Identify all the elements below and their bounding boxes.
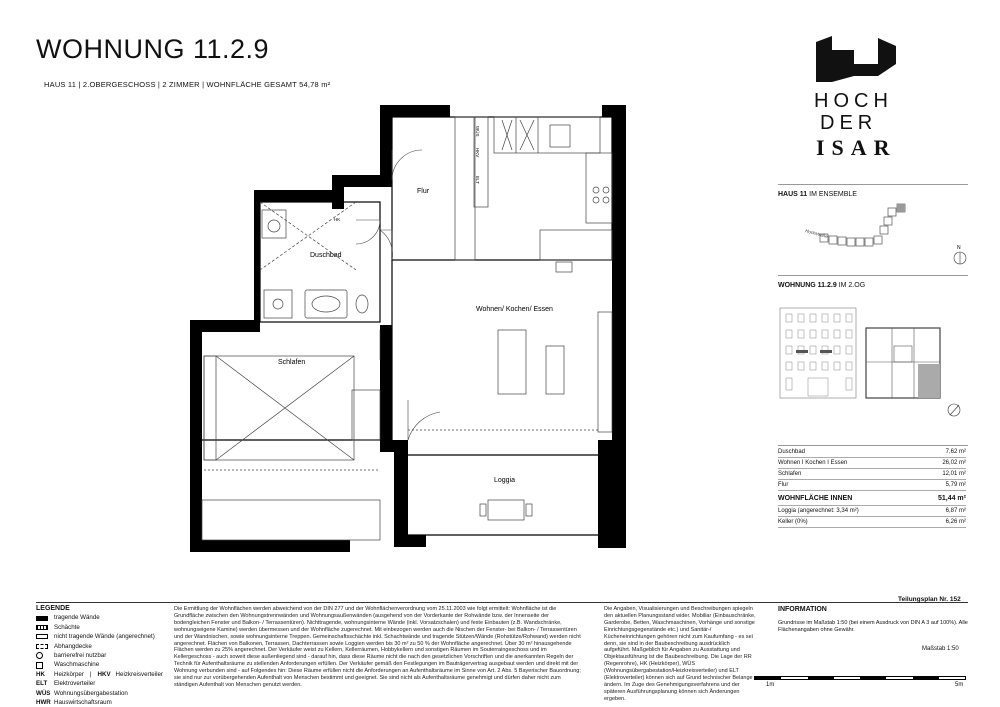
scale-end-label: 5m — [955, 682, 964, 688]
unit-heading: WOHNUNG 11.2.9 IM 2.OG — [778, 282, 866, 289]
room-label-loggia: Loggia — [494, 477, 516, 484]
table-row: Duschbad 7,62 m² — [778, 447, 966, 458]
table-row: Schlafen 12,01 m² — [778, 469, 966, 480]
bathroom-fixtures — [260, 202, 368, 318]
scale-label: Maßstab 1:50 — [922, 646, 959, 652]
living-furniture — [408, 312, 612, 432]
swatch-suspended-ceiling — [36, 644, 48, 649]
ensemble-heading: HAUS 11 IM ENSEMBLE — [778, 191, 857, 198]
tag-hkv: HKV — [475, 148, 480, 158]
table-row: Flur 5,79 m² — [778, 480, 966, 491]
floor-plan — [180, 100, 640, 580]
info-box — [778, 606, 968, 652]
north-arrow-icon — [950, 243, 970, 267]
svg-text:N: N — [957, 245, 961, 251]
facade-elevation — [778, 300, 860, 400]
scale-start-label: 1m — [766, 682, 775, 688]
divider — [778, 275, 968, 276]
area-table — [778, 447, 966, 528]
logo-text-der: DER — [820, 112, 878, 134]
divider — [778, 445, 968, 446]
info-heading: INFORMATION — [778, 606, 827, 613]
compass-icon — [944, 398, 966, 420]
disclaimer-note: Die Angaben, Visualisierungen und Beschreibungen spiegeln den aktuellen Planungsstand wider. Mobiliar (Einbauschränke, Garderobe, Betten, Waschmaschinen, Vorhänge und sonstige Einrichtungsgegenstände etc.) und Sanitär-/ Kücheneinrichtungen gehören nicht zum Kaufumfang - es sei denn, sie sind in der Baubeschreibung ausdrücklich aufgeführt. Maßgeblich für Angaben zu Ausstattung und Objektausführung ist die Baubeschreibung. Die Lage der RR (Regenrohre), HK (Heizkörper), WÜS (Wohnungsübergabestation/Heizkreisverteiler) und ELT (Elektroverteiler) können sich auf Grund technischer Belange ändern. Im Zuge des Genehmigungsverfahrens und der späteren Ausführungsplanung können sich Änderungen ergeben. — [604, 606, 756, 702]
site-plan-map — [800, 196, 920, 266]
site-street-label: Hochstraße — [804, 228, 829, 239]
legend — [36, 604, 166, 707]
logo-text-hoch: HOCH — [814, 90, 893, 112]
legend-abbr: ELT Elektroverteiler — [36, 680, 96, 688]
legend-item: tragende Wände — [36, 613, 166, 622]
plan-number: Teilungsplan Nr. 152 — [898, 596, 961, 603]
bedroom-furniture — [202, 356, 380, 540]
legend-item: nicht tragende Wände (angerechnet) — [36, 632, 166, 641]
loggia-furniture — [480, 500, 532, 520]
page-title: WOHNUNG 11.2.9 — [36, 34, 270, 64]
tag-hk: HK — [334, 217, 341, 222]
table-row: Keller (0%) 6,26 m² — [778, 517, 966, 528]
kitchen-counter — [494, 117, 612, 272]
legend-abbr: HK Heizkörper | HKV Heizkreisverteiler — [36, 670, 163, 678]
legend-abbr: HWR Hauswirtschaftsraum — [36, 698, 112, 706]
table-total-row: WOHNFLÄCHE INNEN 51,44 m² — [778, 491, 966, 506]
room-label-flur: Flur — [417, 188, 430, 195]
tag-wus: WÜS — [475, 126, 480, 137]
table-row: Loggia (angerechnet: 3,34 m²) 6,87 m² — [778, 506, 966, 517]
page-subtitle: HAUS 11 | 2.OBERGESCHOSS | 2 ZIMMER | WOHNFLÄCHE GESAMT 54,78 m² — [44, 80, 331, 89]
info-text: Grundrisse im Maßstab 1:50 (bei einem Ausdruck von DIN A 3 auf 100%). Alle Flächenangaben ohne Gewähr. — [778, 620, 968, 633]
legend-item: barrierefrei nutzbar — [36, 651, 166, 660]
swatch-shaft — [36, 625, 48, 630]
tag-elt: ELT — [475, 176, 480, 184]
footer-divider — [36, 602, 968, 603]
table-row: Wohnen I Kochen I Essen 26,02 m² — [778, 458, 966, 469]
room-label-wohnen: Wohnen/ Kochen/ Essen — [476, 306, 553, 313]
scale-bar — [754, 676, 966, 680]
legend-heading: LEGENDE — [36, 605, 70, 612]
legend-abbr: WÜS Wohnungsübergabestation — [36, 689, 128, 697]
legend-item: Abhangdecke — [36, 642, 166, 651]
floor-key-plan — [864, 326, 942, 400]
area-calculation-note: Die Ermittlung der Wohnflächen werden abweichend von der DIN 277 und der Wohnflächenverordnung vom 25.11.2003 wie folgt ermittelt: Wohnfläche ist die Grundfläche zwischen den Wohnungstrennwänden und Wohnungsaußenwänden (ausgehend von der Vorderkante der Rohwände bzw. der Innenseite der bodengleichen Fenster und Balkon- / Terrassentüren). Nichttragende, wohnungsinterne Wände (inkl. Vorsatzschalen) und feste Einbauten (z.B. Wandschränke, wohnungseigene Kamine) werden übermessen und der Wohnfläche zugerechnet. Mit einbezogen werden auch die Nischen der Fenster- bei Balkon- / Terrassentüren und der Wandnischen, sowie wohnungsinterne Treppen. Gemeinschaftsschächte inkl. Schachtwände und tragende Stützen/Wände (Rohstütze/Rohwand) werden nicht angerechnet. Flächen von Balkonen, Terrassen, Dachterrassen sowie Loggien werden bis 30 m² zu 50 % der Wohnfläche angerechnet. Über 30 m² hinausgehende Flächen werden zu 25% angerechnet. Der Verkäufer weist zu Kellern, Kellerräumen, Hobbykellern und sonstigen Räumen im Souterraingeschoss und im Kellergeschoss - auch soweit diese außenliegend sind - darauf hin, dass diese Räume nicht die nach den gesetzlichen Vorschriften und die anerkannten Regeln der Technik für Aufenthaltsräume zu stellenden Anforderungen erfüllen. Der Verkäufer gemäß den Festlegungen im Bauträgervertrag ausgebaut werden und direkt mit der Wohnung verbunden sind - auf Folgendes hin: Diese Räume erfüllen nicht die Anforderungen an Aufenthaltsräume im Sinne von Art. 2 Abs. 5 Bayerischer Bauordnung; sie sind nur zur vorübergehenden Aufenthalt von Menschen bestimmt und geeignet. Sie sind nicht als Aufenthaltsräume genehmigt und dürfen daher nicht zum ständigen Aufenthalt von Menschen genutzt werden. — [174, 606, 581, 688]
washing-machine-icon — [36, 662, 43, 669]
room-label-duschbad: Duschbad — [310, 252, 342, 259]
divider — [778, 184, 968, 185]
swatch-nonbearing-wall — [36, 634, 48, 639]
swatch-bearing-wall — [36, 616, 48, 621]
room-label-schlafen: Schlafen — [278, 359, 306, 366]
logo-mark-icon — [808, 36, 898, 84]
accessible-icon — [36, 652, 43, 659]
house-highlight — [897, 204, 905, 212]
unit-highlight — [918, 364, 940, 398]
brand-logo — [808, 36, 898, 166]
legend-item: Schächte — [36, 623, 166, 632]
logo-text-isar: ISAR — [816, 135, 897, 160]
bearing-walls — [190, 105, 626, 552]
legend-item: Waschmaschine — [36, 660, 166, 669]
